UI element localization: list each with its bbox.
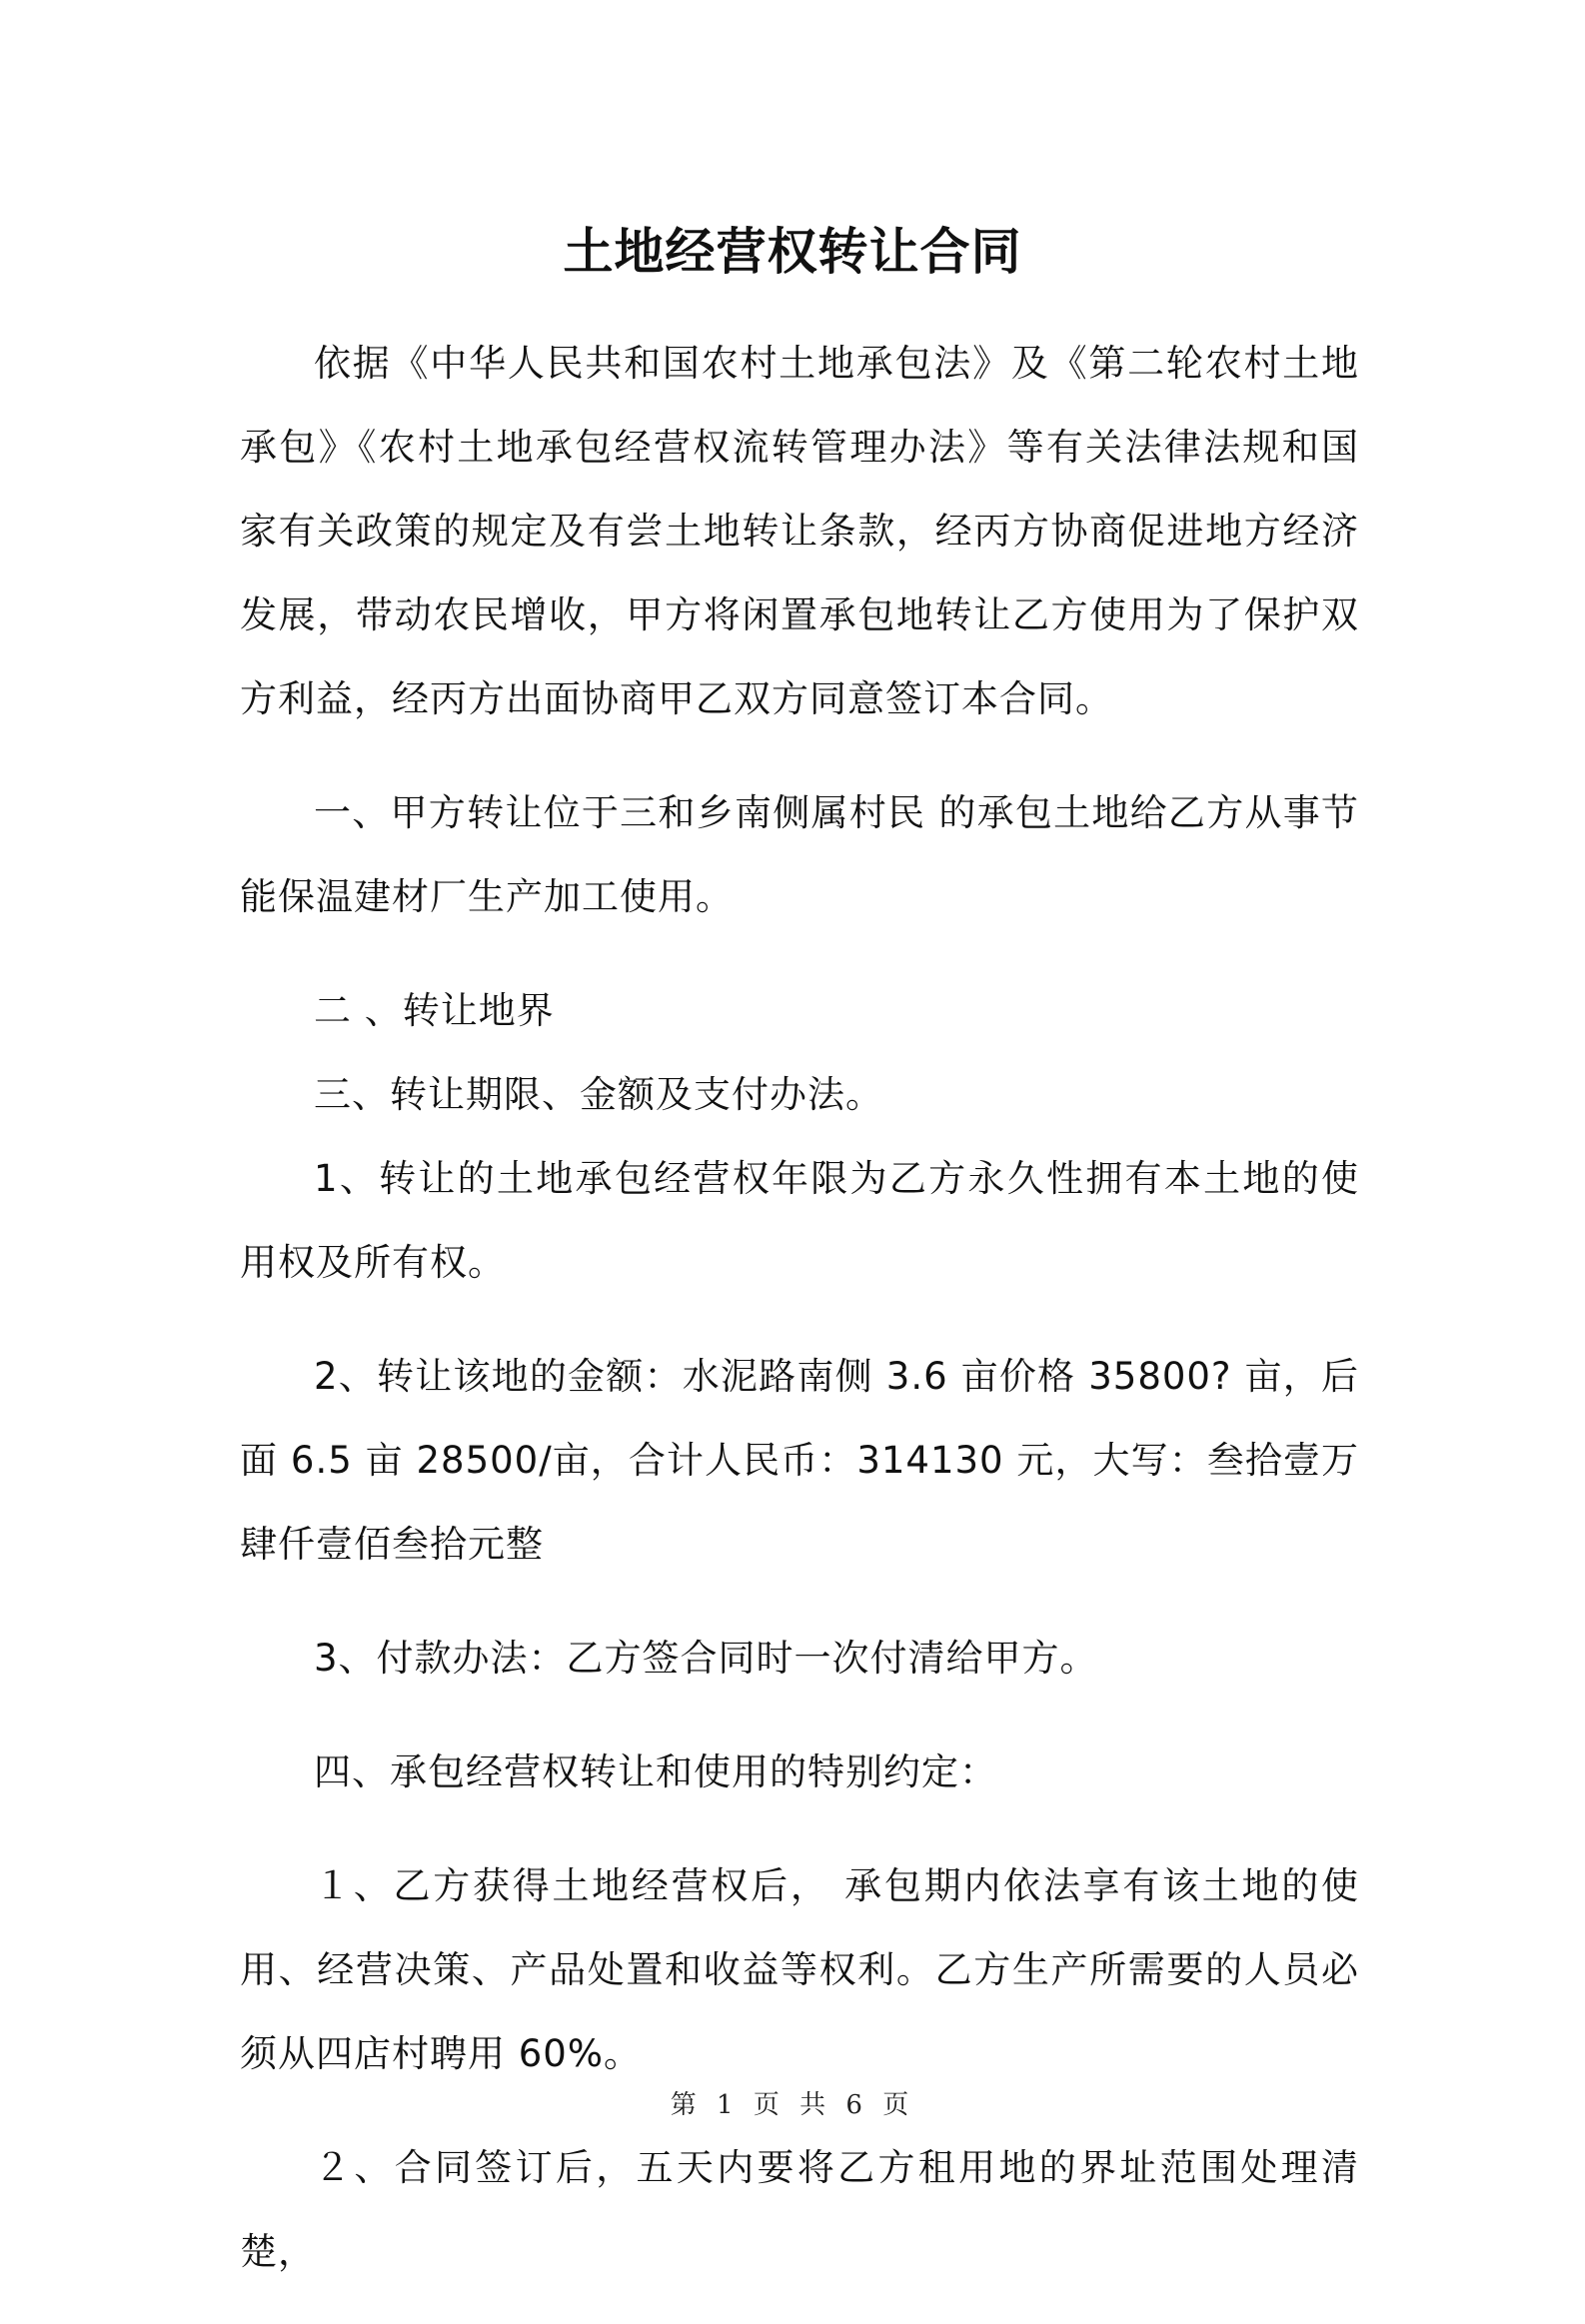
document-body — [240, 322, 1359, 2324]
preamble-paragraph: 依据《中华人民共和国农村土地承包法》及《第二轮农村土地承包》《农村土地承包经营权流转管理办法》等有关法律法规和国家有关政策的规定及有尝土地转让条款，经丙方协商促进地方经济发展，带动农民增收，甲方将闲置承包地转让乙方使用为了保护双方利益，经丙方出面协商甲乙双方同意签订本合同。 — [240, 342, 1359, 720]
clause-4-heading: 四、承包经营权转让和使用的特别约定： — [314, 1750, 997, 1793]
page-number-footer: 第 1 页 共 6 页 — [670, 2090, 915, 2120]
clause-4-item-1: １、乙方获得土地经营权后， 承包期内依法享有该土地的使用、经营决策、产品处置和收益等权利。乙方生产所需要的人员必须从四店村聘用 60%。 — [240, 1864, 1359, 2075]
clause-4-item-2: ２、合同签订后，五天内要将乙方租用地的界址范围处理清楚， — [240, 2146, 1359, 2273]
clause-3-heading: 三、转让期限、金额及支付办法。 — [314, 1073, 883, 1116]
clause-3-item-2: 2、转让该地的金额：水泥路南侧 3.6 亩价格 35800? 亩，后面 6.5 亩 28500/亩，合计人民币：314130 元，大写：叁拾壹万肆仟壹佰叁拾元整 — [240, 1355, 1359, 1566]
clause-1-paragraph: 一、甲方转让位于三和乡南侧属村民 的承包土地给乙方从事节能保温建材厂生产加工使用。 — [240, 791, 1359, 918]
clause-2-heading: 二 、转让地界 — [314, 989, 555, 1032]
clause-3-item-1: 1、转让的土地承包经营权年限为乙方永久性拥有本土地的使用权及所有权。 — [240, 1157, 1359, 1284]
document-title: 土地经营权转让合同 — [563, 223, 1022, 281]
clause-3-item-3: 3、付款办法：乙方签合同时一次付清给甲方。 — [314, 1637, 1098, 1680]
